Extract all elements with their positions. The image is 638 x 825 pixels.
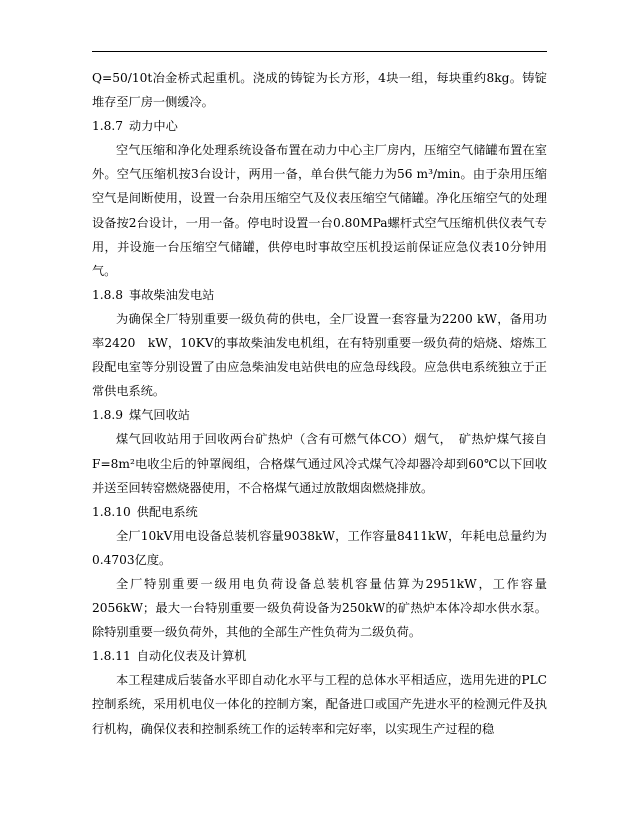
section-heading-automation bbox=[92, 644, 547, 668]
section-number: 1.8.10 bbox=[92, 504, 131, 519]
paragraph-power-distribution-1: 全厂10kV用电设备总装机容量9038kW，工作容量8411kW，年耗电总量约为0.4703亿度。 bbox=[92, 528, 547, 567]
section-number: 1.8.9 bbox=[92, 408, 124, 423]
section-heading-gas-recovery bbox=[92, 403, 547, 427]
document-body bbox=[92, 66, 547, 741]
paragraph-power-center: 空气压缩和净化处理系统设备布置在动力中心主厂房内，压缩空气储罐布置在室外。空气压缩机按3台设计，两用一备，单台供气能力为56 m³/min。由于杂用压缩空气是间断使用，设置一台杂用压缩空气及仪表压缩空气储罐。净化压缩空气的处理设备按2台设计，一用一备。停电时设置一台0.80MPa螺杆式空气压缩机供仪表气专用，并设施一台压缩空气储罐，供停电时事故空压机投运前保证应急仪表10分钟用气。 bbox=[92, 143, 547, 278]
section-heading-diesel-station bbox=[92, 283, 547, 307]
header-rule bbox=[92, 51, 547, 52]
section-heading-power-center bbox=[92, 114, 547, 138]
section-number: 1.8.7 bbox=[92, 119, 124, 134]
section-title: 事故柴油发电站 bbox=[129, 287, 215, 302]
section-title: 供配电系统 bbox=[136, 504, 198, 519]
paragraph-automation: 本工程建成后装备水平即自动化水平与工程的总体水平相适应，选用先进的PLC控制系统，采用机电仪一体化的控制方案，配备进口或国产先进水平的检测元件及执行机构，确保仪表和控制系统工作的运转率和完好率，以实现生产过程的稳 bbox=[92, 673, 547, 736]
section-title: 动力中心 bbox=[129, 119, 178, 134]
paragraph-power-distribution-2: 全厂特别重要一级用电负荷设备总装机容量估算为2951kW，工作容量2056kW；最大一台特别重要一级负荷设备为250kW的矿热炉本体冷却水供水泵。除特别重要一级负荷外，其他的全部生产性负荷为二级负荷。 bbox=[92, 576, 547, 640]
section-heading-power-distribution bbox=[92, 500, 547, 524]
paragraph-diesel-station: 为确保全厂特别重要一级负荷的供电，全厂设置一套容量为2200 kW，备用功率2420 kW，10KV的事故柴油发电机组，在有特别重要一级负荷的焙烧、熔炼工段配电室等分别设置了由应急柴油发电站供电的应急母线段。应急供电系统独立于正常供电系统。 bbox=[92, 311, 547, 399]
paragraph-gas-recovery: 煤气回收站用于回收两台矿热炉（含有可燃气体CO）烟气， 矿热炉煤气接自F=8m²电收尘后的钟罩阀组，合格煤气通过风冷式煤气冷却器冷却到60℃以下回收并送至回转窑燃烧器使用，不合格煤气通过放散烟囱燃烧排放。 bbox=[92, 432, 547, 495]
section-number: 1.8.11 bbox=[92, 649, 131, 664]
section-title: 自动化仪表及计算机 bbox=[136, 649, 247, 664]
section-title: 煤气回收站 bbox=[129, 408, 190, 423]
paragraph-casting: Q=50/10t冶金桥式起重机。浇成的铸锭为长方形，4块一组，每块重约8kg。铸锭堆存至厂房一侧缓冷。 bbox=[92, 71, 547, 110]
section-number: 1.8.8 bbox=[92, 287, 124, 302]
